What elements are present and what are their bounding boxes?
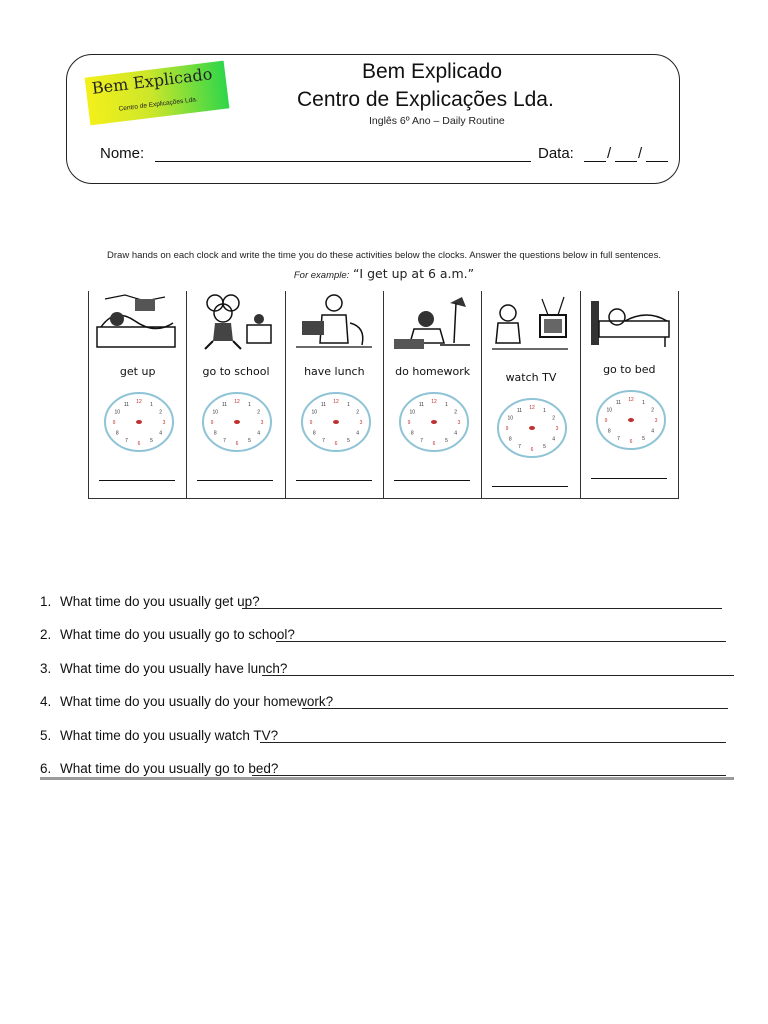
clock-number: 7 [420, 438, 423, 445]
clock-number: 8 [410, 430, 414, 437]
activity-label: do homework [395, 365, 471, 378]
person-in-bed-icon [95, 293, 179, 353]
clock-center [234, 420, 240, 424]
clock-number: 2 [355, 409, 359, 416]
date-label: Data: [538, 145, 574, 162]
question-row [40, 761, 278, 776]
clock-face[interactable] [300, 391, 372, 453]
clock-number: 5 [150, 438, 153, 445]
clock-number: 10 [507, 415, 514, 422]
clock-number: 4 [257, 430, 261, 437]
time-answer-line[interactable] [197, 480, 273, 481]
question-text: What time do you usually get up? [60, 594, 260, 609]
activity-label: watch TV [505, 371, 557, 384]
clock-svg [398, 391, 470, 453]
header-title: Bem Explicado [361, 60, 503, 83]
child-watching-tv-icon [488, 293, 572, 353]
clock-center [628, 418, 634, 422]
question-number: 6. [40, 761, 52, 776]
activity-label: go to bed [603, 363, 656, 376]
clock-svg [595, 389, 667, 451]
clock-face[interactable] [201, 391, 273, 453]
question-number: 4. [40, 694, 52, 709]
activity-column [482, 291, 580, 498]
date-separator: / [607, 145, 612, 162]
clock-number: 6 [334, 441, 338, 447]
clock-number: 4 [355, 430, 359, 437]
clock-face[interactable] [103, 391, 175, 453]
mouse-walking-icon [193, 293, 277, 353]
activity-column [581, 291, 678, 498]
mouse-eating-icon [292, 293, 376, 353]
clock-number: 11 [615, 399, 621, 406]
clock-svg [103, 391, 175, 453]
clock-number: 9 [309, 420, 313, 426]
clock-number: 12 [431, 399, 437, 405]
date-day-line[interactable] [584, 161, 606, 162]
clock-number: 6 [530, 447, 534, 453]
name-field-line[interactable] [155, 161, 531, 162]
clock-number: 1 [641, 399, 645, 406]
question-text: What time do you usually watch TV? [60, 728, 279, 743]
clock-center [529, 426, 535, 430]
question-text: What time do you usually go to school? [60, 627, 295, 642]
bottom-divider [40, 777, 734, 780]
worksheet-header [66, 54, 680, 184]
clock-number: 1 [445, 401, 448, 408]
activity-column [384, 291, 482, 498]
clock-face[interactable] [595, 389, 667, 451]
question-row [40, 627, 295, 642]
clock-number: 10 [114, 409, 121, 416]
answer-line[interactable] [302, 708, 728, 709]
clock-number: 7 [223, 438, 227, 445]
answer-line[interactable] [252, 775, 726, 776]
question-row [40, 728, 278, 743]
clock-number: 11 [222, 401, 228, 408]
question-row [40, 694, 333, 709]
clock-svg [496, 397, 568, 459]
clock-number: 2 [552, 415, 556, 422]
clock-number: 9 [210, 420, 214, 426]
clock-center [431, 420, 437, 424]
clock-number: 5 [346, 438, 350, 445]
clock-number: 12 [529, 405, 536, 411]
clock-number: 9 [112, 420, 116, 426]
logo-subtitle: Centro de Explicações Lda. [118, 96, 199, 113]
clock-face[interactable] [398, 391, 470, 453]
clock-number: 4 [159, 430, 163, 437]
date-separator: / [638, 145, 643, 162]
clock-number: 11 [517, 407, 523, 414]
logo-title: Bem Explicado [90, 64, 214, 98]
example-line [0, 266, 768, 281]
example-label: For example: [293, 270, 350, 281]
question-number: 1. [40, 594, 52, 609]
clock-number: 8 [509, 436, 513, 443]
time-answer-line[interactable] [492, 486, 568, 487]
clock-face[interactable] [496, 397, 568, 459]
clock-number: 9 [505, 426, 509, 432]
header-subtitle: Inglês 6º Ano – Daily Routine [369, 115, 505, 127]
clock-center [333, 420, 339, 424]
clock-number: 4 [552, 436, 556, 443]
clock-number: 7 [125, 438, 128, 445]
activity-label: go to school [202, 365, 270, 378]
question-number: 2. [40, 627, 52, 642]
clock-number: 8 [607, 428, 611, 435]
clock-number: 10 [212, 409, 219, 416]
answer-line[interactable] [242, 608, 722, 609]
clock-number: 11 [320, 401, 326, 408]
clock-number: 1 [346, 401, 350, 408]
clock-number: 4 [650, 428, 654, 435]
clock-number: 5 [248, 438, 252, 445]
instructions-text: Draw hands on each clock and write the time you do these activities below the clocks. Answer the questions below in full sentences. [107, 250, 661, 261]
clock-number: 8 [115, 430, 119, 437]
clock-number: 1 [150, 401, 153, 408]
time-answer-line[interactable] [591, 478, 667, 479]
answer-line[interactable] [276, 641, 726, 642]
clock-svg [300, 391, 372, 453]
clock-number: 2 [454, 409, 458, 416]
activity-label: have lunch [304, 365, 365, 378]
question-row [40, 594, 260, 609]
clock-number: 5 [445, 438, 448, 445]
question-text: What time do you usually have lunch? [60, 661, 288, 676]
activity-table [88, 291, 679, 499]
clock-svg [201, 391, 273, 453]
clock-number: 7 [616, 436, 620, 443]
clock-number: 12 [627, 397, 634, 403]
clock-number: 11 [418, 401, 425, 408]
clock-number: 3 [654, 418, 658, 424]
clock-number: 12 [234, 399, 241, 405]
time-answer-line[interactable] [394, 480, 470, 481]
clock-number: 10 [409, 409, 416, 416]
clock-number: 9 [604, 418, 608, 424]
clock-number: 7 [518, 444, 522, 451]
clock-number: 3 [555, 426, 559, 432]
question-number: 5. [40, 728, 52, 743]
clock-number: 2 [650, 407, 654, 414]
time-answer-line[interactable] [99, 480, 175, 481]
clock-number: 6 [137, 441, 141, 447]
bem-explicado-logo [85, 61, 230, 126]
clock-number: 3 [359, 420, 363, 426]
date-month-line[interactable] [615, 161, 637, 162]
clock-number: 5 [641, 436, 645, 443]
activity-column [187, 291, 285, 498]
clock-number: 4 [454, 430, 458, 437]
child-sleeping-icon [587, 293, 671, 353]
time-answer-line[interactable] [296, 480, 372, 481]
clock-number: 2 [257, 409, 261, 416]
answer-line[interactable] [262, 675, 734, 676]
header-company: Centro de Explicações Lda. [297, 88, 554, 111]
clock-number: 2 [159, 409, 163, 416]
clock-number: 7 [321, 438, 325, 445]
name-label: Nome: [100, 145, 145, 162]
clock-number: 6 [432, 441, 436, 447]
question-number: 3. [40, 661, 52, 676]
example-text: “I get up at 6 a.m.” [352, 266, 475, 281]
clock-number: 6 [629, 439, 633, 445]
clock-number: 1 [248, 401, 252, 408]
clock-number: 11 [123, 401, 130, 408]
clock-number: 12 [332, 399, 339, 405]
clock-number: 3 [457, 420, 461, 426]
question-text: What time do you usually go to bed? [60, 761, 279, 776]
clock-number: 5 [543, 444, 547, 451]
clock-number: 3 [162, 420, 166, 426]
activity-label: get up [119, 365, 156, 378]
answer-line[interactable] [260, 742, 726, 743]
clock-number: 6 [235, 441, 239, 447]
clock-number: 12 [136, 399, 142, 405]
question-row [40, 661, 287, 676]
activity-column [89, 291, 187, 498]
clock-number: 8 [214, 430, 218, 437]
date-year-line[interactable] [646, 161, 668, 162]
clock-number: 10 [606, 407, 612, 414]
clock-number: 10 [311, 409, 317, 416]
question-text: What time do you usually do your homework? [60, 694, 334, 709]
activity-column [286, 291, 384, 498]
clock-number: 3 [260, 420, 264, 426]
clock-center [136, 420, 142, 424]
clock-number: 8 [312, 430, 316, 437]
clock-number: 1 [543, 407, 547, 414]
child-studying-icon [390, 293, 474, 353]
clock-number: 9 [407, 420, 411, 426]
